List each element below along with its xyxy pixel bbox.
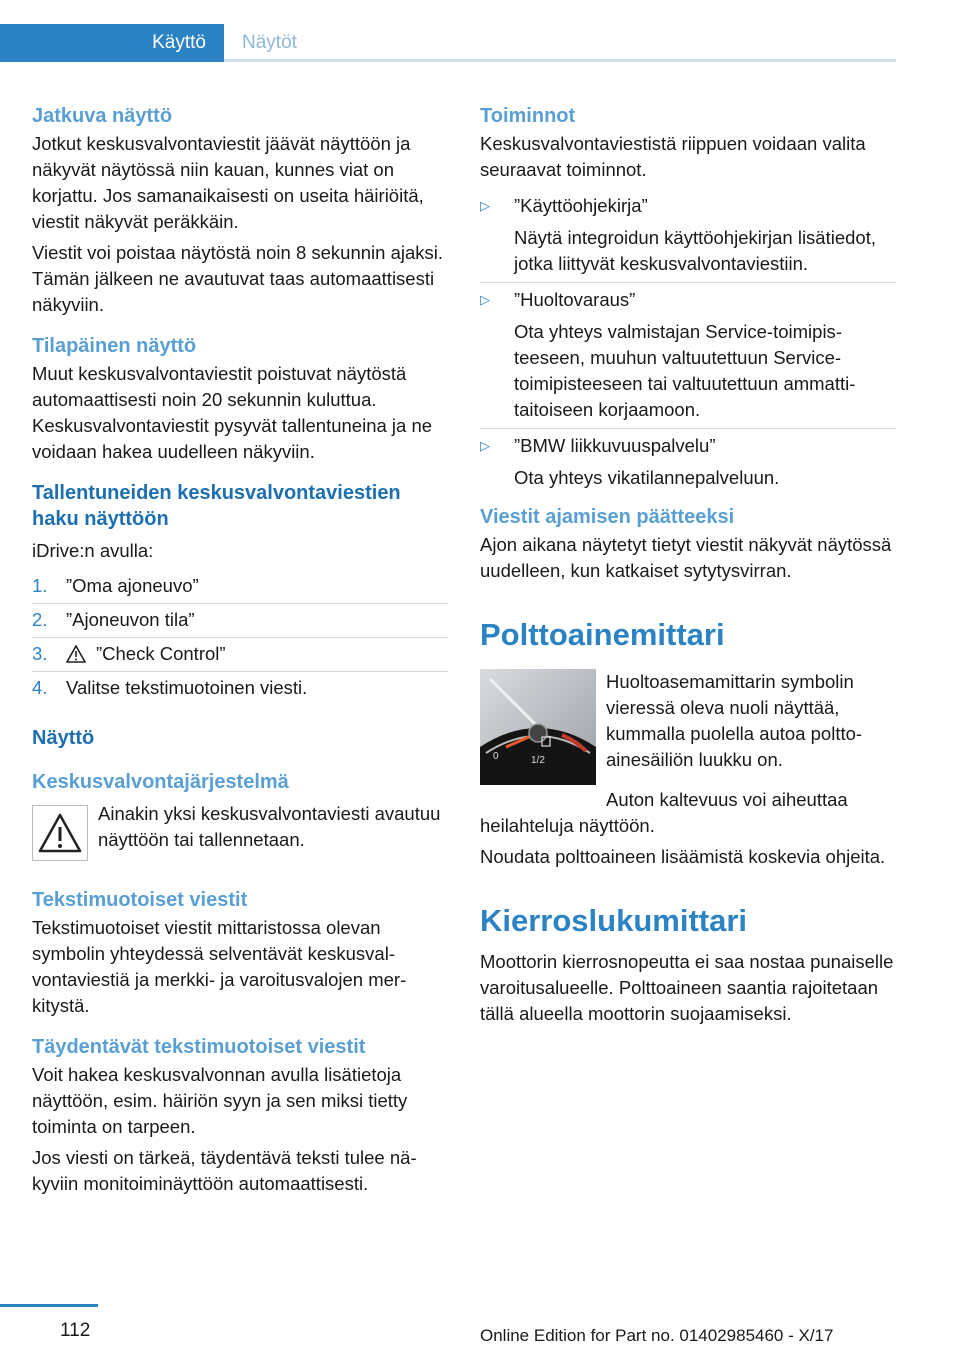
step-number: 3. [32, 643, 48, 664]
item-title: ”BMW liikkuvuuspalvelu” [514, 435, 716, 456]
paragraph: Tekstimuotoiset viestit mittaristossa olevan symbolin yhteydessä selventävät keskusvalvontaviestiä ja merkki- ja varoitusvalojen merkitystä. [32, 917, 407, 1016]
tab-kaytto[interactable]: Käyttö [0, 24, 224, 62]
step-text: ”Oma ajoneuvo” [66, 575, 199, 596]
gauge-label-zero: 0 [493, 751, 499, 762]
footer-accent-line [0, 1304, 98, 1307]
fuel-text-top: Huoltoasemamittarin symbolin vieressä oleva nuoli näyttää, kummalla puolella autoa polttoainesäiliön luukku on. [606, 671, 863, 770]
fuel-gauge-image [480, 669, 596, 785]
warning-triangle-icon [32, 805, 88, 861]
paragraph: Voit hakea keskusvalvonnan avulla lisätietoja näyttöön, esim. häiriön syyn ja sen miksi tietty toiminta on tarpeen. [32, 1064, 408, 1137]
paragraph: Muut keskusvalvontaviestit poistuvat näytöstä automaattisesti noin 20 sekunnin kuluttua. Keskusvalvontaviestit pysyvät tallentuneina ja ne voidaan hakea uudelleen näkyviin. [32, 363, 433, 462]
heading-polttoainemittari: Polttoainemittari [480, 617, 725, 652]
edition-text: Online Edition for Part no. 01402985460 - X/17 [480, 1326, 834, 1345]
heading-viestit-ajamisen: Viestit ajamisen päätteeksi [480, 506, 735, 528]
functions-list [480, 189, 896, 496]
paragraph: Ajon aikana näytetyt tietyt viestit näkyvät näytössä uudelleen, kun katkaiset sytytysvirran. [480, 534, 892, 581]
list-item [32, 604, 448, 638]
bullet-triangle-icon: ▷ [480, 438, 490, 453]
bullet-triangle-icon: ▷ [480, 292, 490, 307]
heading-toiminnot: Toiminnot [480, 105, 576, 127]
heading-tallentuneiden: Tallentuneiden keskusvalvontaviestien haku näyttöön [32, 482, 401, 530]
step-number: 4. [32, 677, 48, 698]
list-item [32, 570, 448, 604]
page-number: 112 [60, 1320, 91, 1341]
bullet-triangle-icon: ▷ [480, 198, 490, 213]
paragraph: Noudata polttoaineen lisäämistä koskevia ohjeita. [480, 846, 886, 867]
warning-box [32, 801, 448, 861]
step-text: Valitse tekstimuotoinen viesti. [66, 677, 308, 698]
warning-text: Ainakin yksi keskusvalvontaviesti avautuu näyttöön tai tallennetaan. [98, 803, 441, 850]
heading-taydentavat: Täydentävät tekstimuotoiset viestit [32, 1036, 366, 1058]
heading-keskusvalvontajarjestelma: Keskusvalvontajärjestelmä [32, 771, 289, 793]
list-item [32, 638, 448, 672]
paragraph: Moottorin kierrosnopeutta ei saa nostaa punaiselle varoitusalueelle. Polttoaineen saantia rajoitetaan tällä alueella moottorin suojaamiseksi. [480, 951, 894, 1024]
list-item [480, 429, 896, 496]
fuel-gauge-section [480, 669, 896, 785]
steps-list [32, 570, 448, 705]
paragraph: Auton kaltevuus voi aiheuttaa heilahteluja näyttöön. [480, 789, 848, 836]
paragraph: Jos viesti on tärkeä, täydentävä teksti tulee näkyviin monitoiminäyttöön automaattisesti. [32, 1147, 417, 1194]
warning-triangle-icon [66, 641, 86, 667]
item-title: ”Käyttöohjekirja” [514, 195, 648, 216]
item-desc: Ota yhteys vikatilannepalveluun. [514, 467, 780, 488]
heading-kierroslukumittari: Kierroslukumittari [480, 903, 748, 938]
paragraph: Jotkut keskusvalvontaviestit jäävät näyttöön ja näkyvät näytössä niin kauan, kunnes viat on korjattu. Jos samanaikaisesti on useita häiriöitä, viestit näkyvät peräkkäin. [32, 133, 424, 232]
tab-naytot[interactable]: Näytöt [224, 24, 896, 62]
item-title: ”Huoltovaraus” [514, 289, 636, 310]
right-column [480, 103, 896, 1032]
paragraph: Viestit voi poistaa näytöstä noin 8 sekunnin ajaksi. Tämän jälkeen ne avautuvat taas automaattisesti näkyviin. [32, 242, 444, 315]
step-number: 1. [32, 575, 48, 596]
list-item [480, 189, 896, 283]
paragraph: iDrive:n avulla: [32, 540, 154, 561]
heading-tekstimuotoiset-viestit: Tekstimuotoiset viestit [32, 889, 248, 911]
list-item [32, 672, 448, 705]
step-number: 2. [32, 609, 48, 630]
left-column [32, 103, 448, 1202]
step-text: ”Ajoneuvon tila” [66, 609, 195, 630]
item-desc: Näytä integroidun käyttöohjekirjan lisätiedot, jotka liittyvät keskusvalvontaviestiin. [514, 227, 876, 274]
list-item [480, 283, 896, 429]
paragraph: Keskusvalvontaviestistä riippuen voidaan valita seuraavat toiminnot. [480, 133, 866, 180]
header-tabs [0, 0, 896, 62]
step-text: ”Check Control” [96, 643, 226, 664]
heading-jatkuva-naytto: Jatkuva näyttö [32, 105, 173, 127]
heading-tilapainen-naytto: Tilapäinen näyttö [32, 335, 197, 357]
gauge-label-half: 1/2 [531, 755, 545, 766]
item-desc: Ota yhteys valmistajan Service-toimipisteeseen, muuhun valtuutettuun Service-toimipisteeseen tai valtuutettuun ammattitaitoiseen korjaamoon. [514, 321, 856, 420]
heading-naytto: Näyttö [32, 727, 95, 749]
